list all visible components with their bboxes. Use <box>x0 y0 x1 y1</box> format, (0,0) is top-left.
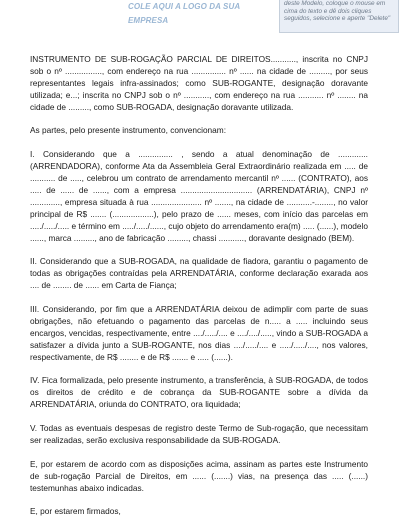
intro-paragraph: As partes, pelo presente instrumento, convencionam: <box>30 125 227 136</box>
document-body <box>30 54 368 518</box>
clause-5: V. Todas as eventuais despesas de registro deste Termo de Sub-rogação, que necessitam ser realizadas, serão exclusiva responsabilidade da SUB-ROGADA. <box>30 423 368 445</box>
logo-placeholder: COLE AQUI A LOGO DA SUA EMPRESA <box>128 2 240 25</box>
clause-3: III. Considerando, por fim que a ARRENDATÁRIA deixou de adimplir com parte de suas obrigações, não efetuando o pagamento das parcelas de n..... a ..... incluindo seus encargos, vencidas, respectivamente, entre ..../...../.... e ..../..../....., vindo a SUB-ROGADA a satisfazer a dívida junto a SUB-ROGANTE, nos dias ..../...../.... e ...../...../...., nos valores, respectivamente, de R$ ........ e de R$ ....... e ..... (......). <box>30 303 368 362</box>
clause-1: I. Considerando que a ............... , sendo a atual denominação de ............. (ARRENDADORA), conforme Ata da Assembleia Geral Extraordinário realizada em ..... de ........... de ....., celebrou um contrato de arrendamento mercantil nº ...... (CONTRATO), aos ..... de ...... de ......, com a empresa ............................... (ARRENDATÁRIA), CNPJ nº ............., empresa situada à rua ...................... nº ......., na cidade de ...........-........, no valor principal de R$ ....... (..................), pelo prazo de ...... meses, com início das parcelas em ...../...../..... e término em ...../...../......, cujo objeto do arrendamento era(m) ..... (......), modelo ......, marca ........., ano de fabricação ........., chassi ..........., doravante designado (BEM). <box>30 149 368 243</box>
instruction-hint-box: deste Modelo, coloque o mouse em cima do texto e dê dois cliques seguidos, selecione e aperte "Delete" <box>279 0 399 33</box>
final-line: E, por estarem firmados, <box>30 506 121 517</box>
clause-2: II. Considerando que a SUB-ROGADA, na qualidade de fiadora, garantiu o pagamento de todas as obrigações contraídas pela ARRENDATÁRIA, conforme declaração exarada aos .... de ........ de ...... em Carta de Fiança; <box>30 256 368 291</box>
contract-title-paragraph: INSTRUMENTO DE SUB-ROGAÇÃO PARCIAL DE DIREITOS..........., inscrita no CNPJ sob o nº ................, com endereço na rua ............... nº ...... na cidade de ........., por seus representantes legais infra-assinados; como SUB-ROGANTE, designação doravante utilizada; e...; inscrita no CNPJ sob o nº ..........., com endereço na rua ........... nº ........ na cidade de ........., como SUB-ROGADA, designação doravante utilizada. <box>30 54 368 112</box>
clause-4: IV. Fica formalizada, pelo presente instrumento, a transferência, à SUB-ROGADA, de todos os direitos de crédito e de cobrança da SUB-ROGANTE sobre a dívida da ARRENDATÁRIA, oriunda do CONTRATO, ora liquidada; <box>30 375 368 410</box>
closing-paragraph: E, por estarem de acordo com as disposições acima, assinam as partes este Instrumento de sub-rogação Parcial de Direitos, em ...... (.......) vias, na presença das ..... (......) testemunhas abaixo indicadas. <box>30 458 368 493</box>
